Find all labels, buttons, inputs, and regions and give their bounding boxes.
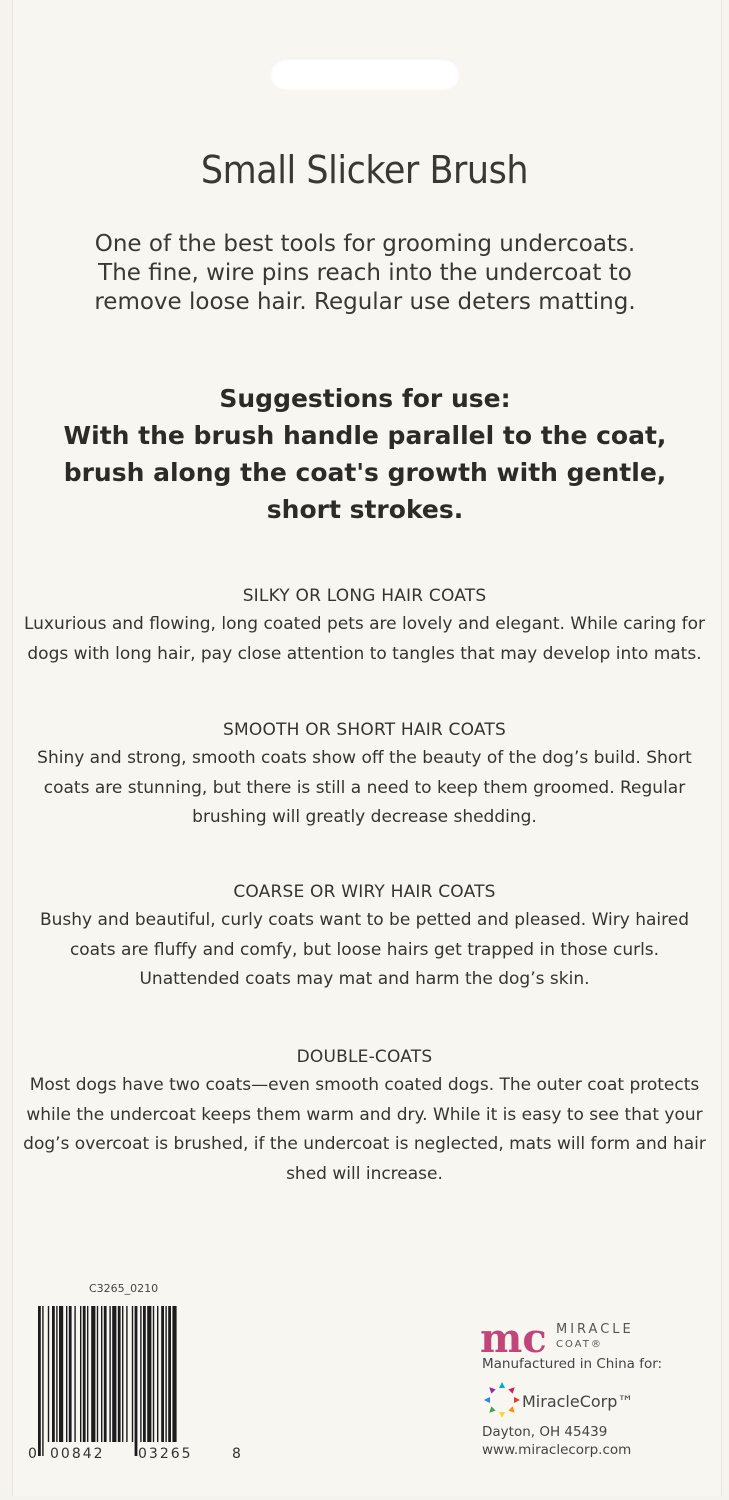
suggestions-heading: Suggestions for use: bbox=[219, 384, 511, 413]
product-intro: One of the best tools for grooming undercoats. The fine, wire pins reach into the undercoat to remove loose hair. Regular use deters matting. bbox=[94, 231, 636, 315]
barcode-digits-left: 00842 bbox=[50, 1446, 105, 1462]
section-heading: COARSE OR WIRY HAIR COATS bbox=[233, 882, 496, 902]
section-heading: SMOOTH OR SHORT HAIR COATS bbox=[223, 720, 506, 740]
section-heading: SILKY OR LONG HAIR COATS bbox=[242, 586, 487, 606]
product-code: C3265_0210 bbox=[89, 1282, 159, 1295]
section-body: Bushy and beautiful, curly coats want to be petted and pleased. Wiry haired coats are fluffy and comfy, but loose hairs get trapped in those curls. Unattended coats may mat and harm the dog’s skin. bbox=[39, 910, 690, 989]
suggestions-block bbox=[60, 380, 670, 528]
corp-website: www.miraclecorp.com bbox=[482, 1442, 632, 1458]
section-body: Shiny and strong, smooth coats show off the beauty of the dog’s build. Short coats are stunning, but there is still a need to keep them groomed. Regular brushing will greatly decrease shedding. bbox=[37, 748, 692, 827]
logo-letters: mc bbox=[480, 1318, 547, 1358]
product-title: Small Slicker Brush bbox=[200, 148, 529, 192]
barcode-digit-lead: 0 bbox=[28, 1446, 37, 1462]
brand-block bbox=[480, 1318, 710, 1468]
miracle-coat-logo-icon bbox=[480, 1318, 560, 1358]
coat-section-silky bbox=[20, 582, 709, 669]
barcode-image bbox=[36, 1306, 236, 1456]
miraclecorp-star-icon bbox=[482, 1380, 522, 1420]
brand-name-line2: COAT® bbox=[556, 1339, 603, 1350]
barcode-digits-right: 03265 bbox=[138, 1446, 193, 1462]
barcode-digit-check: 8 bbox=[232, 1446, 241, 1462]
section-body: Luxurious and flowing, long coated pets are lovely and elegant. While caring for dogs with long hair, pay close attention to tangles that may develop into mats. bbox=[23, 614, 706, 664]
corp-name: MiracleCorp™ bbox=[522, 1392, 634, 1411]
barcode-numbers bbox=[28, 1446, 248, 1468]
manufactured-text: Manufactured in China for: bbox=[482, 1356, 663, 1372]
coat-section-coarse bbox=[20, 878, 709, 995]
section-body: Most dogs have two coats—even smooth coated dogs. The outer coat protects while the undercoat keeps them warm and dry. While it is easy to see that your dog’s overcoat is brushed, if the undercoat is neglected, mats will form and hair shed will increase. bbox=[23, 1075, 706, 1184]
section-heading: DOUBLE-COATS bbox=[296, 1047, 433, 1067]
brand-name-line1: MIRACLE bbox=[556, 1322, 634, 1337]
hang-hole bbox=[270, 58, 460, 90]
suggestions-text: With the brush handle parallel to the coat, brush along the coat's growth with gentle, short strokes. bbox=[63, 421, 667, 524]
coat-section-smooth bbox=[20, 716, 709, 833]
coat-section-double bbox=[20, 1043, 709, 1189]
corp-address: Dayton, OH 45439 bbox=[482, 1424, 608, 1440]
